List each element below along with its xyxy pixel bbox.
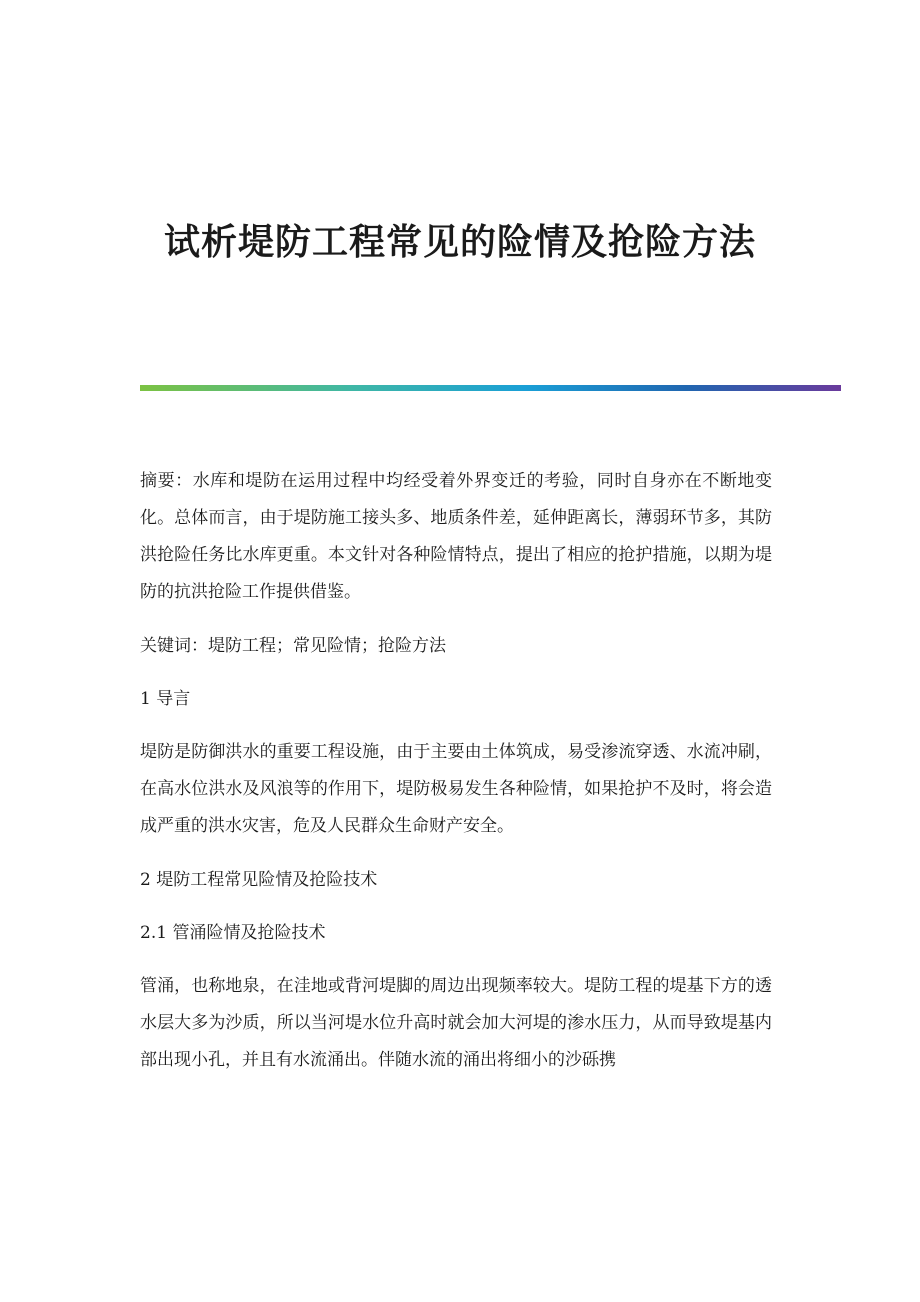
document-body: [140, 463, 772, 1096]
introduction-paragraph: 堤防是防御洪水的重要工程设施，由于主要由土体筑成，易受渗流穿透、水流冲刷，在高水位洪水及风浪等的作用下，堤防极易发生各种险情，如果抢护不及时，将会造成严重的洪水灾害，危及人民群众生命财产安全。: [140, 742, 772, 836]
section-heading-introduction: 1 导言: [140, 689, 191, 709]
subsection-heading-piping: 2.1 管涌险情及抢险技术: [140, 923, 326, 943]
keywords-line: 关键词：堤防工程；常见险情；抢险方法: [140, 636, 446, 656]
section-heading-common-dangers: 2 堤防工程常见险情及抢险技术: [140, 870, 378, 890]
document-title: 试析堤防工程常见的险情及抢险方法: [163, 221, 756, 263]
piping-paragraph: 管涌，也称地泉，在洼地或背河堤脚的周边出现频率较大。堤防工程的堤基下方的透水层大多为沙质，所以当河堤水位升高时就会加大河堤的渗水压力，从而导致堤基内部出现小孔，并且有水流涌出。伴随水流的涌出将细小的沙砾携: [140, 976, 772, 1070]
abstract-paragraph: 摘要：水库和堤防在运用过程中均经受着外界变迁的考验，同时自身亦在不断地变化。总体而言，由于堤防施工接头多、地质条件差，延伸距离长，薄弱环节多，其防洪抢险任务比水库更重。本文针对各种险情特点，提出了相应的抢护措施，以期为堤防的抗洪抢险工作提供借鉴。: [140, 471, 772, 602]
title-divider: [140, 385, 841, 391]
